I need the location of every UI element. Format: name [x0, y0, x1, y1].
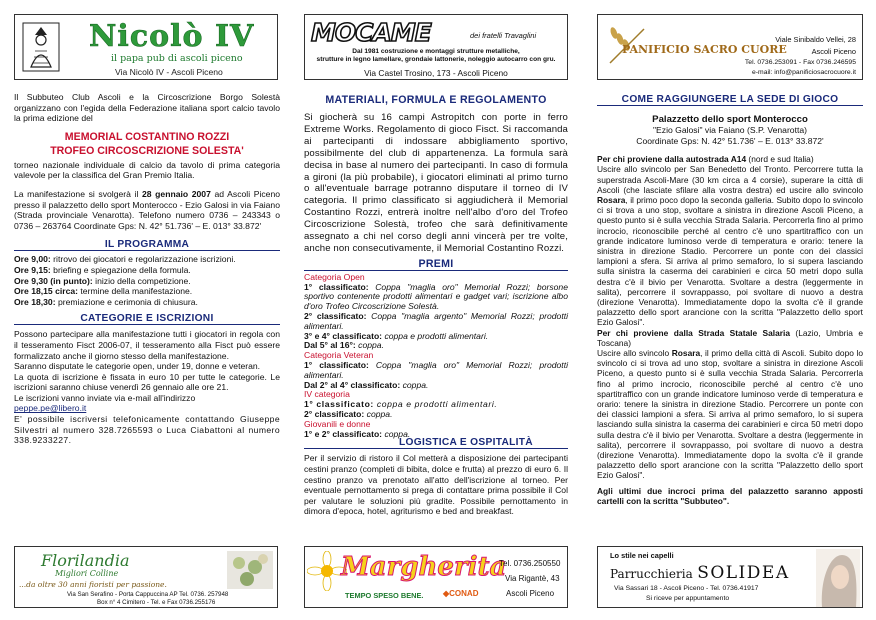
prize-label: 2° classificato:: [304, 311, 367, 322]
ad-florilandia: [14, 546, 278, 608]
programma-time: Ore 9,00:: [14, 254, 51, 265]
nicolo-subtitle: il papa pub di ascoli piceno: [111, 53, 243, 64]
programma-header-line: [14, 239, 280, 251]
mocame-desc1: Dal 1981 costruzione e montaggi strutture metalliche,: [352, 48, 520, 55]
mocame-desc2: strutture in legno lamellare, grondaie lattonerie, noleggio autocarro con gru.: [316, 56, 556, 63]
solidea-tagline: Lo stile nei capelli: [610, 551, 674, 560]
categorie-header-line: [14, 313, 280, 325]
premi-heading: PREMI: [418, 257, 454, 270]
solidea-address: Via Sassari 18 - Ascoli Piceno - Tel. 0736.41917: [614, 585, 759, 592]
prize-label: 1° e 2° classificato:: [304, 428, 383, 439]
salaria-text-1: Uscire allo svincolo: [597, 348, 672, 359]
programma-heading: IL PROGRAMMA: [104, 239, 190, 251]
salaria-directions: [597, 328, 863, 481]
trofeo-title: TROFEO CIRCOSCRIZIONE SOLESTA': [50, 144, 244, 157]
logistica-text: Per il servizio di ristoro il Col metterà a disposizione dei partecipanti cestini pranzo (completi di bibita, dolce e frutta) al prezzo di euro 6. Il cestino pranzo va prenotato all'atto dell'iscrizione al torneo. Per eventuale pernottamento si prega di contattare prima possibile il Col per valutare le soluzioni più gradite. Possibile pernottamento in dimora d'epoca, hotel, agriturismo e bed and breakfast.: [304, 453, 568, 517]
margherita-city: Ascoli Piceno: [506, 589, 555, 598]
prize-text: coppa.: [382, 428, 411, 439]
intro-text: Il Subbuteo Club Ascoli e la Circoscrizione Borgo Solestà organizzano con l'egida della Federazione italiana sport calcio tavolo la prima edizione del: [14, 92, 280, 124]
programma-desc: briefing e spiegazione della formula.: [50, 264, 191, 275]
mocame-suffix: dei fratelli Travaglini: [470, 31, 537, 40]
final-note: Agli ultimi due incroci prima del palazzetto saranno apposti cartelli con la scritta "Subbuteo".: [597, 485, 863, 506]
prize-label: 1° classificato:: [304, 399, 374, 410]
prize-text: coppa.: [355, 340, 384, 351]
open-category-title: Categoria Open: [304, 271, 365, 282]
solidea-note: Si riceve per appuntamento: [646, 595, 730, 602]
categorie-text-1: Possono partecipare alla manifestazione tutti i giocatori in regola con il tesseramento Fisct 2006-07, il tesseramento alla Fisct può essere formalizzato anche il giorno stesso della manifestazione.: [14, 329, 280, 361]
ad-margherita: [304, 546, 568, 608]
ad-mocame: [304, 14, 568, 80]
salaria-text-2: , il primo della città di Ascoli. Subito dopo lo svincolo ci si trova ad uno stop, svoltare a sinistra in direzione Ascoli Piceno, a questo punto si è sulla vecchia Strada Salaria. Percorrerla fino al primo incrocio, riconoscibile perché al centro c'è uno spartitraffico con un grande indicatore luminoso verde di temperatura e orario: tenere la sinistra in direzione Stadio. Percorrere un ponte con dei classici lampioni a sfera. Si arriva al primo semaforo, lo si supera lasciando sulla sinistra la caserma dei carabinieri e circa 50 metri dopo sulla destra c'è il bivio per Venarotta. Svoltare a destra (leggermente in salita), percorrere il sovrappasso, poi svoltare di nuovo a destra (direzione Venarotta). Immediatamente dopo la svolta c'è il grande palazzetto dello sport arancione con la scritta "Palazzetto dello sport Ezio Galosi".: [597, 348, 863, 481]
a14-note: (nord e sud Italia): [746, 154, 814, 165]
programma-desc: termine della manifestazione.: [78, 286, 193, 297]
venue-name: Palazzetto dello sport Monterocco: [652, 114, 808, 125]
prize-text: Coppa "maglia oro" Memorial Rozzi; borsone sportivo contenente prodotti alimentari e gadget vari; iscrizione albo d'oro Trofeo Circoscrizione Solestà.: [304, 281, 568, 312]
florilandia-addr2: Box n° 4 Cimitero - Tel. e Fax 0736.255176: [97, 599, 216, 606]
salaria-rosara: Rosara: [671, 348, 701, 359]
programma-list: [14, 254, 280, 307]
margherita-phone: Tel. 0736.250550: [499, 559, 561, 568]
ad-solidea: [597, 546, 863, 608]
sede-header-line: [597, 94, 863, 106]
programma-time: Ore 18,15 circa:: [14, 286, 79, 297]
flower-photo-icon: [227, 551, 273, 589]
panificio-addr1: Viale Sinibaldo Vellei, 28: [775, 35, 856, 44]
prize-label: 3° e 4° classificato:: [304, 330, 383, 341]
programma-item: [14, 254, 280, 265]
programma-item: [14, 265, 280, 276]
a14-title: Per chi proviene dalla autostrada A14: [597, 154, 747, 165]
ad-nicolo-iv: [14, 14, 278, 80]
florilandia-sub: Migliori Colline: [55, 569, 119, 578]
nicolo-address: Via Nicolò IV - Ascoli Piceno: [115, 67, 223, 77]
a14-text-2: , il primo poco dopo la seconda galleria. Subito dopo lo svincolo ci si trova a uno stop, svoltare a sinistra in direzione Ascoli Piceno, a questo punto si è sulla vecchia Strada Salaria. Percorrerla fino al primo incrocio, riconoscibile perché al centro c'è uno spartitraffico con un grande indicatore luminoso verde di temperatura e orario: tenere la sinistra in direzione Stadio. Percorrere un ponte con dei classici lampioni a sfera. Si arriva al primo semaforo, lo si supera lasciando sulla sinistra la caserma dei carabinieri e circa 50 metri dopo sulla destra c'è il bivio per Venarotta. Svoltare a destra (leggermente in salita), percorrere il sovrappasso, poi svoltare di nuovo a destra (direzione Venarotta). Immediatamente dopo la svolta c'è il grande palazzetto dello sport arancione con la scritta "Palazzetto dello sport Ezio Galosi".: [597, 195, 863, 328]
email-link[interactable]: peppe.pe@libero.it: [14, 403, 87, 414]
conad-logo: ◆CONAD: [443, 589, 479, 598]
panificio-phone: Tel. 0736.253091 - Fax 0736.246595: [744, 59, 856, 66]
prize-label: 1° classificato:: [304, 360, 369, 371]
manifestazione-text: [14, 189, 280, 231]
prize-text: coppa e prodotti alimentari.: [382, 330, 489, 341]
salaria-title: Per chi proviene dalla Strada Statale Salaria: [597, 327, 791, 338]
prize-text: Coppa "maglia argento" Memorial Rozzi; prodotti alimentari.: [304, 311, 568, 331]
open-prize-1: [304, 283, 568, 312]
mocame-logo: MOCAME: [311, 18, 431, 47]
a14-text-1: Uscire allo svincolo per San Benedetto del Tronto. Percorrere tutta la superstrada Ascoli-Mare (30 km circa a 4 corsie), superare la città di Ascoli (che lasciate sfilare alla vostra destra) ed uscire allo svincolo: [597, 164, 863, 195]
materiali-heading: MATERIALI, FORMULA E REGOLAMENTO: [325, 94, 547, 106]
categorie-text-3: La quota di iscrizione è fissata in euro 10 per tutte le categorie. Le iscrizioni saranno chiuse venerdì 26 gennaio alle ore 21.: [14, 371, 280, 393]
margherita-slogan: TEMPO SPESO BENE.: [345, 591, 424, 600]
categorie-heading: CATEGORIE E ISCRIZIONI: [80, 313, 214, 325]
prize-label: Dal 5° al 16°:: [304, 340, 356, 351]
programma-desc: premiazione e cerimonia di chiusura.: [55, 296, 198, 307]
programma-item: [14, 276, 280, 287]
categorie-text-5: E' possibile iscriversi telefonicamente contattando Giuseppe Silvestri al numero 328.7265593 o Luca Ciabattoni al numero 338.9233227.: [14, 414, 280, 446]
margherita-name: Margherita: [341, 552, 507, 582]
premi-list: [304, 273, 568, 440]
salaria-note: (Lazio, Umbria e Toscana): [597, 327, 864, 348]
venue-address: "Ezio Galosi" via Faiano (S.P. Venarotta): [652, 125, 808, 135]
venue-coords: Coordinate Gps: N. 42° 51.736' – E. 013° 33.872': [636, 135, 824, 146]
programma-time: Ore 18,30:: [14, 296, 56, 307]
solidea-name: [610, 563, 790, 583]
prize-text: coppa.: [364, 409, 393, 420]
premi-header-line: [304, 258, 568, 271]
florilandia-tagline: ...da oltre 30 anni fioristi per passione.: [19, 580, 167, 589]
materiali-text: Si giocherà su 16 campi Astropitch con porte in ferro Extreme Works. Regolamento di gioco Fisct. Si raccomanda ai partecipanti di indossare abbigliamento sportivo, possibilmente del club di appartenenza. La formula sarà decisa in base al numero dei partecipanti. In caso di formula a gironi (la più probabile), i giocatori eliminati al primo turno o all'eventuale barrage potranno disputare il torneo di IV categoria. Il primo classificato si aggiudicherà il Memorial Costantino Rozzi, entrerà inoltre nell'albo d'oro del Trofeo Circoscrizione Solestà, trofeo che sarà definitivamente assegnato a chi nel corso degli anni vincerà per tre volte, anche non consecutivamente, il Memorial Costantino Rozzi.: [304, 112, 568, 254]
manifestazione-date: 28 gennaio 2007: [141, 188, 211, 199]
panificio-addr2: Ascoli Piceno: [811, 47, 856, 56]
prize-label: Dal 2° al 4° classificato:: [304, 379, 401, 390]
a14-rosara: Rosara: [597, 195, 626, 205]
programma-item: [14, 297, 280, 308]
veteran-prize-1: [304, 361, 568, 381]
mocame-address: Via Castel Trosino, 173 - Ascoli Piceno: [364, 68, 508, 78]
iv-category-title: IV categoria: [304, 389, 350, 400]
prize-label: 2° classificato:: [304, 409, 365, 420]
programma-time: Ore 9,30 (in punto):: [14, 275, 93, 286]
florilandia-name: Florilandia: [41, 551, 130, 570]
programma-desc: ritrovo dei giocatori e regolarizzazione iscrizioni.: [50, 254, 236, 265]
prize-text: coppa.: [400, 379, 429, 390]
programma-item: [14, 286, 280, 297]
florilandia-addr1: Via San Serafino - Porta Cappuccina AP Tel. 0736. 257948: [67, 591, 229, 598]
prize-text: coppa e prodotti alimentari.: [373, 399, 498, 410]
nicolo-title: Nicolò IV: [89, 19, 255, 54]
prize-text: Coppa "maglia oro" Memorial Rozzi; prodotti alimentari.: [304, 360, 568, 380]
torneo-text: torneo nazionale individuale di calcio da tavolo di prima categoria valevole per la classifica del Gran Premio Italia.: [14, 159, 280, 181]
open-prize-2: [304, 312, 568, 332]
a14-directions: [597, 154, 863, 327]
memorial-title: MEMORIAL COSTANTINO ROZZI: [64, 130, 230, 143]
panificio-email: e-mail: info@panificiosacrocuore.it: [752, 69, 856, 76]
email-line: [14, 403, 280, 414]
logistica-heading: LOGISTICA E OSPITALITÀ: [399, 437, 533, 449]
logistica-header-line: [304, 437, 568, 449]
conad-text: CONAD: [449, 589, 479, 598]
giovanili-category-title: Giovanili e donne: [304, 418, 371, 429]
prize-label: 1° classificato:: [304, 281, 369, 292]
woman-portrait-icon: [816, 549, 860, 607]
programma-desc: inizio della competizione.: [92, 275, 191, 286]
manifestazione-part1: La manifestazione si svolgerà il: [14, 188, 142, 199]
manifestazione-part2: ad Ascoli Piceno presso il palazzetto dello sport Monterocco - Ezio Galosi in via Faiano (Strada provinciale Venarotta). Telefono numero 0736 – 243343 o 0736 – 263764 Coordinate Gps: N. 42° 51.736' – E. 013° 33.872': [14, 188, 281, 231]
categorie-text-4: Le iscrizioni vanno inviate via e-mail all'indirizzo: [14, 392, 196, 403]
margherita-address: Via Rigantè, 43: [505, 574, 560, 583]
categorie-text-2: Saranno disputate le categorie open, under 19, donne e veteran.: [14, 361, 261, 372]
panificio-name: PANIFICIO SACRO CUORE: [622, 43, 787, 56]
veteran-category-title: Categoria Veteran: [304, 350, 374, 361]
solidea-name-2: SOLIDEA: [697, 563, 790, 583]
programma-time: Ore 9,15:: [14, 264, 51, 275]
sede-heading: COME RAGGIUNGERE LA SEDE DI GIOCO: [621, 94, 839, 105]
solidea-name-1: Parrucchieria: [610, 567, 693, 581]
pope-logo-icon: [21, 21, 61, 73]
ad-panificio: [597, 14, 863, 80]
